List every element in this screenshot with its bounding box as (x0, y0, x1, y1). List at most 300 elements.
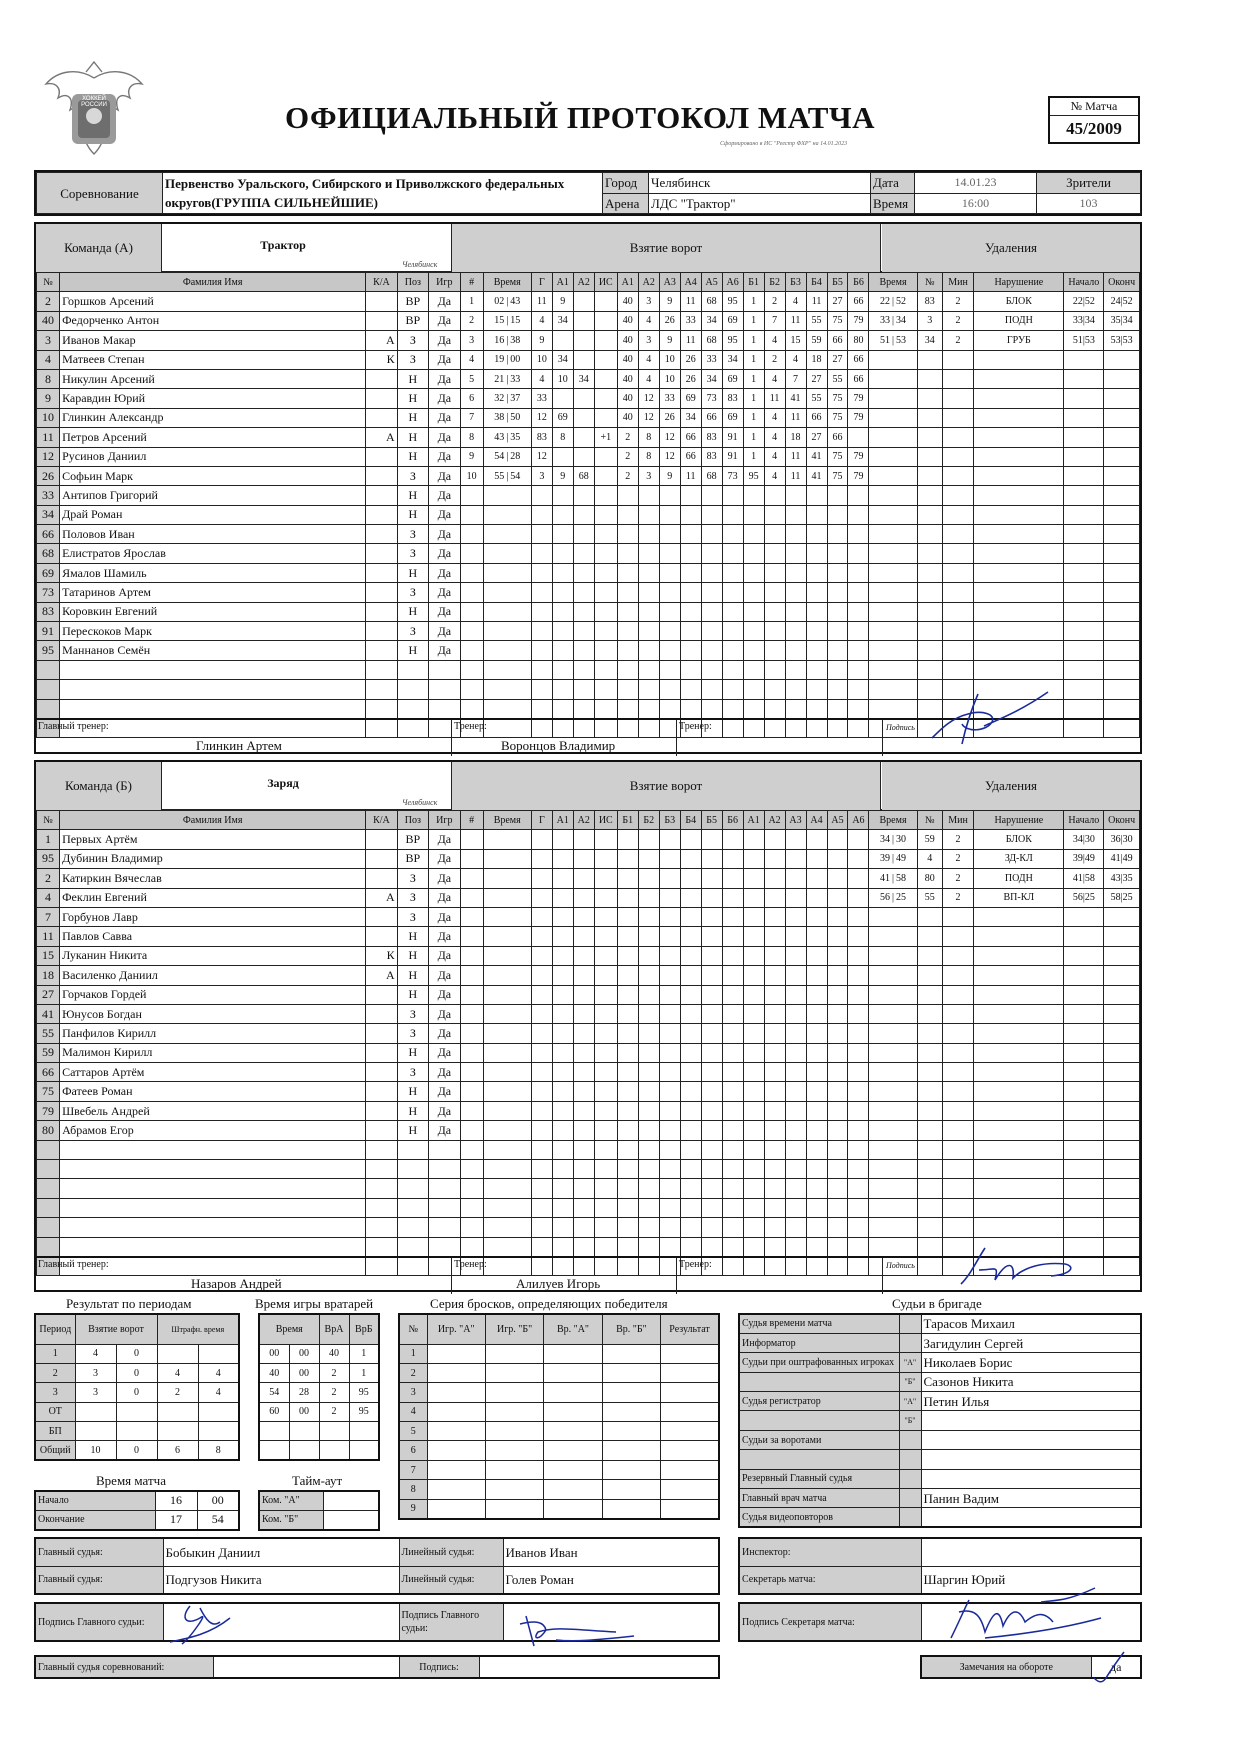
team-b-goal-cell (460, 1043, 483, 1062)
team-a-goal-cell (594, 447, 617, 466)
team-a-goal-cell (594, 641, 617, 660)
team-a-col-header: Нарушение (974, 273, 1064, 292)
team-a-penalty-cell: 2 (942, 292, 973, 311)
team-b-player-position (397, 1198, 428, 1217)
team-b-goal-cell (552, 888, 573, 907)
team-b-goal-cell (785, 1198, 806, 1217)
team-b-goal-cell (722, 1198, 743, 1217)
team-b-player-name: Малимон Кирилл (60, 1043, 366, 1062)
team-b-goal-cell (483, 1082, 531, 1101)
team-b-penalty-cell: 58|25 (1104, 888, 1140, 907)
team-a-goal-cell (659, 505, 680, 524)
team-b-goal-cell (827, 1004, 848, 1023)
team-b-penalty-cell (917, 1160, 942, 1179)
goalie-value (289, 1441, 319, 1460)
team-b-goal-cell (617, 1198, 638, 1217)
team-b-goal-cell (701, 888, 722, 907)
team-a-penalty-cell (917, 660, 942, 679)
team-a-player-position: Н (397, 602, 428, 621)
team-a-goal-cell: 75 (827, 466, 848, 485)
team-b-player-role (366, 927, 397, 946)
team-b-player-position (397, 1160, 428, 1179)
team-b-goal-cell (827, 1198, 848, 1217)
team-a-goal-cell: 55 | 54 (483, 466, 531, 485)
team-a-player-played (429, 680, 460, 699)
team-b-penalty-cell (869, 1160, 917, 1179)
official-name (921, 1469, 1141, 1488)
period-value: 2 (157, 1383, 198, 1402)
official-tag: "А" (899, 1353, 921, 1372)
team-b-goal-cell (701, 1140, 722, 1159)
team-a-goal-cell (659, 699, 680, 718)
team-b-goal-cell (617, 1101, 638, 1120)
team-b-player-role (366, 1140, 397, 1159)
team-a-penalty-cell (1104, 602, 1140, 621)
match-start-label: Начало (35, 1491, 155, 1510)
team-b-signature-icon (955, 1240, 1085, 1290)
team-b-goal-cell (848, 927, 869, 946)
team-b-goal-cell (460, 1121, 483, 1140)
shootout-cell (661, 1480, 719, 1499)
goalie-row (259, 1402, 379, 1421)
periods-header: Взятие ворот (75, 1314, 157, 1344)
goalie-row (259, 1344, 379, 1363)
team-a-goal-cell (722, 641, 743, 660)
team-a-goal-cell (764, 563, 785, 582)
team-a-penalty-cell (869, 583, 917, 602)
team-a-goal-cell (827, 525, 848, 544)
team-a-goal-cell: 1 (743, 311, 764, 330)
team-a-row (37, 408, 1140, 427)
team-a-goal-cell (573, 525, 594, 544)
team-b-goal-cell (785, 966, 806, 985)
shootout-cell (544, 1402, 602, 1421)
shootout-cell (602, 1402, 660, 1421)
team-b-goal-cell (785, 1121, 806, 1140)
team-a-goal-cell (617, 680, 638, 699)
period-value (198, 1344, 239, 1363)
shootout-cell (661, 1441, 719, 1460)
team-a-goal-cell: 12 (659, 447, 680, 466)
shootout-cell (661, 1422, 719, 1441)
team-b-goal-cell (722, 1237, 743, 1256)
team-b-goal-cell (483, 1063, 531, 1082)
team-a-col-header: Б1 (743, 273, 764, 292)
team-a-header-row (37, 273, 1140, 292)
team-a-goal-cell: 40 (617, 292, 638, 311)
team-a-goal-cell (764, 602, 785, 621)
team-b-goal-cell (806, 830, 827, 849)
team-a-goal-cell (483, 602, 531, 621)
team-b-goal-cell (460, 1140, 483, 1159)
team-b-penalty-cell (974, 966, 1064, 985)
team-a-player-played: Да (429, 544, 460, 563)
team-a-goal-cell (806, 680, 827, 699)
team-b-goal-cell (848, 888, 869, 907)
team-b-goal-cell (743, 1160, 764, 1179)
team-a-goal-cell: 79 (848, 389, 869, 408)
team-b-goal-cell (743, 1121, 764, 1140)
team-b-goal-cell (785, 1063, 806, 1082)
team-a-goal-cell (680, 660, 701, 679)
team-b-goal-cell (743, 830, 764, 849)
shootout-number: 3 (399, 1383, 427, 1402)
team-a-penalty-cell (974, 525, 1064, 544)
team-a-penalty-cell (1064, 544, 1104, 563)
match-time-table (34, 1490, 240, 1531)
period-name: 2 (35, 1363, 75, 1382)
team-a-row (37, 331, 1140, 350)
team-a-player-played: Да (429, 389, 460, 408)
time-value: 16:00 (915, 193, 1037, 214)
team-a-goal-cell: 41 (806, 466, 827, 485)
shootout-row (399, 1422, 719, 1441)
team-b-goal-cell (594, 1043, 617, 1062)
team-a-goal-cell: 1 (743, 428, 764, 447)
team-a-penalty-cell (869, 486, 917, 505)
team-b-city: Челябинск (402, 798, 438, 807)
team-b-goal-cell (573, 869, 594, 888)
team-a-goal-cell (573, 699, 594, 718)
team-a-goal-cell (594, 486, 617, 505)
team-b-player-number: 15 (37, 946, 60, 965)
team-a-goal-cell: 9 (659, 466, 680, 485)
team-a-goal-cell (848, 525, 869, 544)
team-b-goal-cell (483, 927, 531, 946)
team-a-goal-cell (460, 505, 483, 524)
team-b-player-played: Да (429, 1063, 460, 1082)
period-value (157, 1344, 198, 1363)
team-a-goal-cell: 75 (827, 447, 848, 466)
team-a-penalty-cell (942, 583, 973, 602)
team-a-goal-cell (552, 699, 573, 718)
official-tag (899, 1314, 921, 1333)
team-a-col-header: Время (483, 273, 531, 292)
team-b-player-role (366, 830, 397, 849)
team-b-player-number: 11 (37, 927, 60, 946)
team-a-goal-cell: 75 (827, 408, 848, 427)
team-a-goal-cell (680, 602, 701, 621)
team-a-goal-cell (531, 486, 552, 505)
team-b-goal-cell (827, 1082, 848, 1101)
team-a-goal-cell (483, 699, 531, 718)
team-b-goal-cell (659, 830, 680, 849)
team-b-penalty-cell (1104, 1082, 1140, 1101)
team-a-coach2-label: Тренер: (679, 721, 712, 732)
team-b-player-name: Луканин Никита (60, 946, 366, 965)
team-a-player-name: Никулин Арсений (60, 369, 366, 388)
team-a-goal-cell (743, 602, 764, 621)
team-b-goal-cell (483, 869, 531, 888)
team-b-player-name: Василенко Даниил (60, 966, 366, 985)
team-b-goal-cell (573, 1218, 594, 1237)
team-b-player-name (60, 1140, 366, 1159)
main-referee1-label: Главный судья: (35, 1538, 163, 1566)
shootout-number: 8 (399, 1480, 427, 1499)
team-a-penalty-cell: 34 (917, 331, 942, 350)
team-b-player-role (366, 1160, 397, 1179)
period-value: 8 (198, 1441, 239, 1460)
shootout-cell (427, 1422, 485, 1441)
team-b-goal-cell (722, 849, 743, 868)
team-b-penalty-cell (1104, 966, 1140, 985)
team-a-col-header: А6 (722, 273, 743, 292)
team-b-goal-cell (483, 1218, 531, 1237)
team-a-col-header: Начало (1064, 273, 1104, 292)
team-a-goal-cell: 4 (638, 350, 659, 369)
period-value: 6 (157, 1441, 198, 1460)
team-b-row (37, 1140, 1140, 1159)
goalie-value: 00 (259, 1344, 289, 1363)
team-a-goal-cell: 3 (531, 466, 552, 485)
team-a-goal-cell (806, 563, 827, 582)
team-b-goal-cell (573, 1179, 594, 1198)
team-b-player-role: А (366, 888, 397, 907)
team-b-penalty-cell (1104, 1140, 1140, 1159)
team-a-row (37, 641, 1140, 660)
team-a-row (37, 622, 1140, 641)
team-b-goal-cell (806, 1218, 827, 1237)
team-a-player-number: 2 (37, 292, 60, 311)
team-b-goal-cell (460, 1218, 483, 1237)
team-b-goal-cell (531, 1043, 552, 1062)
team-a-penalty-cell (917, 583, 942, 602)
team-a-goal-cell (848, 505, 869, 524)
team-b-goal-cell (460, 985, 483, 1004)
team-b-goal-cell (659, 985, 680, 1004)
team-b-goal-cell (827, 1063, 848, 1082)
period-value: 3 (75, 1383, 116, 1402)
team-b-goal-cell (659, 966, 680, 985)
team-b-goal-cell (531, 1179, 552, 1198)
team-a-goal-cell: 12 (531, 447, 552, 466)
team-a-player-role (366, 525, 397, 544)
shootout-cell (544, 1460, 602, 1479)
team-a-player-position (397, 680, 428, 699)
team-a-penalty-cell (1064, 486, 1104, 505)
team-b-goal-cell (552, 869, 573, 888)
team-b-goal-cell (552, 1043, 573, 1062)
team-b-penalty-cell (1104, 907, 1140, 926)
team-a-player-number: 66 (37, 525, 60, 544)
goalie-value: 54 (259, 1383, 289, 1402)
team-b-goal-cell (806, 1101, 827, 1120)
team-a-player-number: 95 (37, 641, 60, 660)
team-a-penalty-cell (974, 466, 1064, 485)
goalie-value (259, 1441, 289, 1460)
team-b-goal-cell (764, 1063, 785, 1082)
team-b-goal-cell (701, 849, 722, 868)
team-b-goal-cell (573, 1024, 594, 1043)
team-a-player-role (366, 699, 397, 718)
goalies-header: Время (259, 1314, 319, 1344)
team-b-penalty-cell (974, 1063, 1064, 1082)
spectators-value: 103 (1037, 193, 1141, 214)
team-a-goal-cell: 15 (785, 331, 806, 350)
team-b-penalty-cell (917, 1198, 942, 1217)
team-b-goal-cell (848, 1004, 869, 1023)
team-b-col-header: Г (531, 811, 552, 830)
shootout-row (399, 1363, 719, 1382)
team-b-goal-cell (531, 1004, 552, 1023)
team-a-goal-cell: 79 (848, 466, 869, 485)
team-a-penalty-cell (917, 525, 942, 544)
match-number-box (1048, 96, 1140, 144)
team-a-col-header: А1 (617, 273, 638, 292)
team-b-goal-cell (827, 888, 848, 907)
team-b-player-played: Да (429, 888, 460, 907)
city-label: Город (603, 173, 649, 194)
team-b-goal-cell (764, 1179, 785, 1198)
period-value (75, 1402, 116, 1421)
team-b-goal-cell (743, 849, 764, 868)
team-b-player-role (366, 985, 397, 1004)
team-a-goal-cell (617, 641, 638, 660)
official-tag: "Б" (899, 1411, 921, 1430)
team-a-goal-cell: 4 (785, 350, 806, 369)
team-a-goal-cell (594, 602, 617, 621)
team-b-goal-cell (594, 1063, 617, 1082)
team-b-goal-cell (531, 966, 552, 985)
team-a-penalty-cell (942, 350, 973, 369)
team-b-goal-cell (531, 888, 552, 907)
shootout-cell (661, 1499, 719, 1518)
official-row (739, 1314, 1141, 1333)
team-b-penalty-cell: 41|58 (1064, 869, 1104, 888)
team-a-player-played: Да (429, 292, 460, 311)
team-a-goal-cell: 69 (722, 408, 743, 427)
team-b-col-header: Б3 (659, 811, 680, 830)
team-b-player-position: Н (397, 927, 428, 946)
team-b-penalty-cell (1064, 985, 1104, 1004)
team-b-goal-cell (848, 1101, 869, 1120)
team-b-penalty-cell: 80 (917, 869, 942, 888)
team-b-player-position: З (397, 888, 428, 907)
team-b-goal-cell (827, 830, 848, 849)
period-value: 0 (116, 1344, 157, 1363)
team-a-goal-cell: 7 (460, 408, 483, 427)
team-b-goal-cell (483, 1024, 531, 1043)
team-b-penalty-cell (974, 927, 1064, 946)
team-a-player-number: 4 (37, 350, 60, 369)
team-b-goal-cell (460, 869, 483, 888)
shootout-cell (602, 1422, 660, 1441)
team-b-goal-cell (483, 946, 531, 965)
team-b-player-name: Панфилов Кирилл (60, 1024, 366, 1043)
team-b-player-played (429, 1160, 460, 1179)
team-a-penalty-cell (1064, 563, 1104, 582)
team-a-penalty-cell (869, 447, 917, 466)
team-a-player-name: Федорченко Антон (60, 311, 366, 330)
team-a-goal-cell: 11 (785, 466, 806, 485)
team-b-goal-cell (460, 1101, 483, 1120)
official-row (739, 1372, 1141, 1391)
team-a-player-played: Да (429, 369, 460, 388)
match-end-label: Окончание (35, 1510, 155, 1529)
team-a-goal-cell: 33 (531, 389, 552, 408)
team-b-coach: Алилуев Игорь (516, 1276, 601, 1291)
official-name (921, 1450, 1141, 1469)
period-value (75, 1422, 116, 1441)
team-a-goal-cell (460, 622, 483, 641)
team-b-goal-cell (743, 1004, 764, 1023)
team-a-player-name: Горшков Арсений (60, 292, 366, 311)
team-b-goal-cell (573, 1121, 594, 1140)
team-b-penalty-cell (869, 1004, 917, 1023)
team-b-penalty-cell (942, 1218, 973, 1237)
team-a-goal-cell: 26 (659, 311, 680, 330)
team-b-penalty-cell (869, 1082, 917, 1101)
team-b-player-name: Фатеев Роман (60, 1082, 366, 1101)
period-name: Общий (35, 1441, 75, 1460)
team-b-col-header: № (37, 811, 60, 830)
competition-name: Первенство Уральского, Сибирского и Приволжского федеральных округов(ГРУППА СИЛЬНЕЙШИЕ) (163, 173, 603, 214)
team-a-goal-cell (552, 486, 573, 505)
team-a-goal-cell (680, 525, 701, 544)
team-b-goal-cell (531, 1218, 552, 1237)
shootout-header: Вр. "Б" (602, 1314, 660, 1344)
team-a-player-name: Русинов Даниил (60, 447, 366, 466)
team-a-penalty-cell (1064, 680, 1104, 699)
team-b-goal-cell (701, 1082, 722, 1101)
team-a-goal-cell (638, 660, 659, 679)
team-a-goal-cell: 8 (552, 428, 573, 447)
team-a-goal-cell: 2 (617, 466, 638, 485)
team-b-player-role (366, 1121, 397, 1140)
team-b-goal-cell (785, 1082, 806, 1101)
shootout-cell (427, 1402, 485, 1421)
team-b-goal-cell (573, 927, 594, 946)
match-start-minutes: 00 (197, 1491, 239, 1510)
team-a-row (37, 486, 1140, 505)
team-b-goal-cell (785, 1004, 806, 1023)
team-a-goal-cell: 12 (638, 389, 659, 408)
team-b-goal-cell (659, 946, 680, 965)
team-b-col-header: Б6 (722, 811, 743, 830)
team-a-penalty-cell (869, 660, 917, 679)
team-b-goal-cell (460, 1082, 483, 1101)
shootout-cell (485, 1383, 543, 1402)
team-b-player-number: 80 (37, 1121, 60, 1140)
team-a-goal-cell (722, 602, 743, 621)
team-a-goal-cell (460, 563, 483, 582)
team-b-goal-cell (617, 1063, 638, 1082)
team-b-col-header: Время (483, 811, 531, 830)
team-b-goal-cell (552, 985, 573, 1004)
team-a-head-coach-label: Главный тренер: (38, 721, 109, 732)
shootout-number: 9 (399, 1499, 427, 1518)
team-b-goal-cell (701, 1004, 722, 1023)
team-b-col-header: А1 (743, 811, 764, 830)
team-b-penalty-cell (1104, 1179, 1140, 1198)
team-b-penalty-cell: 2 (942, 869, 973, 888)
team-b-player-position (397, 1218, 428, 1237)
team-a-goal-cell (552, 447, 573, 466)
team-b-row (37, 1218, 1140, 1237)
team-b-goal-cell (531, 1063, 552, 1082)
team-b-goal-cell (722, 1140, 743, 1159)
team-b-goal-cell (680, 1024, 701, 1043)
team-a-penalty-cell (1104, 563, 1140, 582)
team-a-goal-cell: 27 (806, 428, 827, 447)
team-a-penalty-cell (942, 660, 973, 679)
official-tag (899, 1469, 921, 1488)
team-a-penalty-cell: 33|34 (1064, 311, 1104, 330)
team-b-row (37, 869, 1140, 888)
team-a-penalty-cell (942, 447, 973, 466)
team-b-goal-cell (659, 1004, 680, 1023)
team-b-penalty-cell (869, 1063, 917, 1082)
